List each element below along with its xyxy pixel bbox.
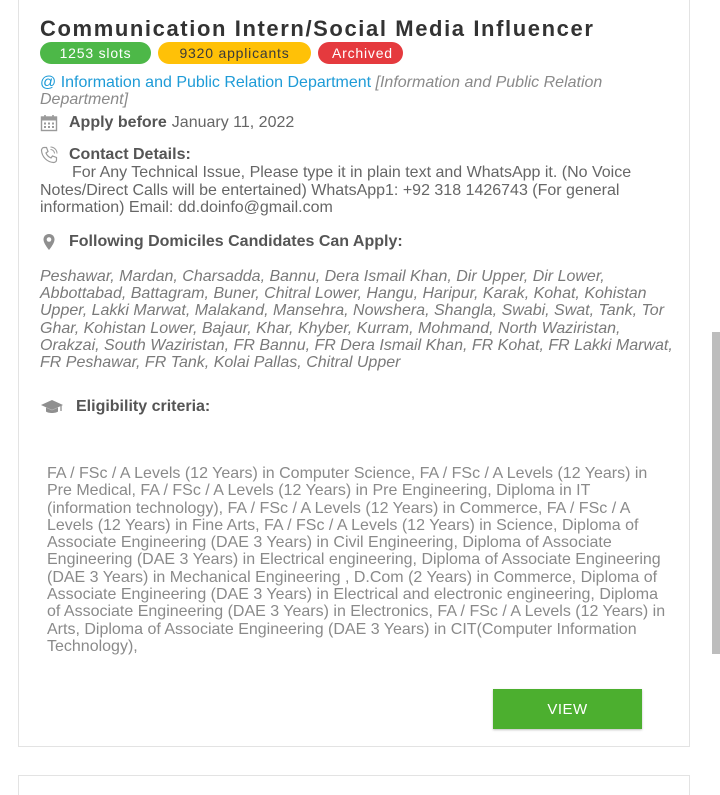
department-subtitle: [Information and Public Relation Department] bbox=[40, 74, 603, 108]
domicile-row bbox=[40, 233, 403, 251]
contact-details: For Any Technical Issue, Please type it in plain text and WhatsApp it. (No Voice Notes/Direct Calls will be entertained) WhatsApp1: +92 318 1426743 (For general information) Email: dd.doinfo@gmail.com bbox=[40, 164, 632, 216]
calendar-icon bbox=[40, 114, 58, 132]
apply-before-row bbox=[40, 114, 294, 132]
location-pin-icon bbox=[40, 233, 58, 251]
eligibility-text: FA / FSc / A Levels (12 Years) in Computer Science, FA / FSc / A Levels (12 Years) in Pre Medical, FA / FSc / A Levels (12 Years) in Pre Engineering, Diploma in IT (information technology), FA / FSc / A Levels (12 Years) in Commerce, FA / FSc / A Levels (12 Years) in Fine Arts, FA / FSc / A Levels (12 Years) in Science, Diploma of Associate Engineering (DAE 3 Years) in Civil Engineering, Diploma of Associate Engineering (DAE 3 Years) in Electrical engineering, Diploma of Associate Engineering (DAE 3 Years) in Mechanical Engineering , D.Com (2 Years) in Commerce, Diploma of Associate Engineering (DAE 3 Years) in Electrical and electronic engineering, Diploma of Associate Engineering (DAE 3 Years) in Electronics, FA / FSc / A Levels (12 Years) in Arts, Diploma of Associate Engineering (DAE 3 Years) in CIT(Computer Information Technology), bbox=[47, 465, 666, 655]
view-button[interactable]: VIEW bbox=[493, 689, 642, 729]
badge-row bbox=[40, 42, 403, 64]
eligibility-row bbox=[40, 398, 210, 416]
status-badge: Archived bbox=[318, 42, 403, 64]
domicile-label: Following Domiciles Candidates Can Apply: bbox=[69, 233, 403, 250]
job-title: Communication Intern/Social Media Influencer bbox=[40, 16, 595, 41]
contact-row bbox=[40, 146, 191, 164]
contact-label: Contact Details: bbox=[69, 146, 191, 163]
next-job-card bbox=[18, 775, 690, 795]
scrollbar[interactable] bbox=[712, 332, 720, 654]
department-link[interactable]: @ Information and Public Relation Department bbox=[40, 74, 372, 91]
applicants-badge: 9320 applicants bbox=[158, 42, 311, 64]
eligibility-label: Eligibility criteria: bbox=[76, 398, 211, 415]
department bbox=[40, 74, 670, 108]
graduation-cap-icon bbox=[40, 398, 64, 416]
domicile-list: Peshawar, Mardan, Charsadda, Bannu, Dera Ismail Khan, Dir Upper, Dir Lower, Abbottabad, Battagram, Buner, Chitral Lower, Hangu, Haripur, Karak, Kohat, Kohistan Upper, Lakki Marwat, Malakand, Mansehra, Nowshera, Shangla, Swabi, Swat, Tank, Tor Ghar, Kohistan Lower, Bajaur, Khar, Khyber, Kurram, Mohmand, North Waziristan, Orakzai, South Waziristan, FR Bannu, FR Dera Ismail Khan, FR Kohat, FR Lakki Marwat, FR Peshawar, FR Tank, Kolai Pallas, Chitral Upper bbox=[40, 268, 673, 372]
apply-before-label: Apply before bbox=[69, 114, 167, 131]
slots-badge: 1253 slots bbox=[40, 42, 151, 64]
phone-icon bbox=[40, 146, 58, 164]
apply-before-date: January 11, 2022 bbox=[171, 114, 295, 131]
job-card bbox=[18, 0, 690, 747]
